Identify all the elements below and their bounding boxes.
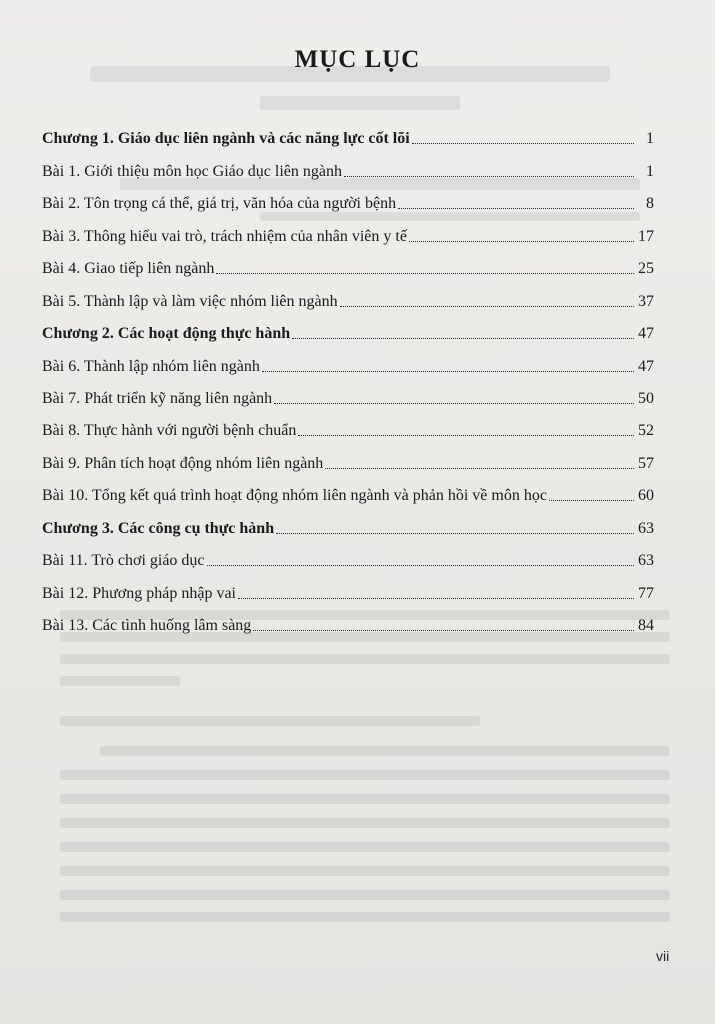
toc-lesson-2[interactable] <box>42 181 654 213</box>
toc-page-number: 63 <box>638 552 654 570</box>
toc-page-number: 8 <box>646 195 654 213</box>
dot-leader <box>298 435 634 436</box>
dot-leader <box>398 208 634 209</box>
toc-lesson-7[interactable] <box>42 376 654 408</box>
toc-chapter-1[interactable] <box>42 116 654 148</box>
toc-entry-title: Bài 12. Phương pháp nhập vai <box>42 584 236 602</box>
toc-lesson-12[interactable] <box>42 570 654 602</box>
dot-leader <box>253 630 634 631</box>
toc-entry-title: Chương 1. Giáo dục liên ngành và các năng lực cốt lõi <box>42 130 410 148</box>
toc-page-number: 84 <box>638 617 654 634</box>
toc-page-number: 50 <box>638 389 654 407</box>
toc-lesson-13[interactable] <box>42 603 654 635</box>
toc-lesson-8[interactable] <box>42 408 654 440</box>
dot-leader <box>207 565 634 566</box>
toc-lesson-11[interactable] <box>42 538 654 570</box>
toc-page-number: 77 <box>638 584 654 602</box>
dot-leader <box>274 403 634 404</box>
toc-entry-title: Bài 5. Thành lập và làm việc nhóm liên ngành <box>42 292 338 310</box>
toc-page-number: 52 <box>638 422 654 440</box>
toc-page-number: 47 <box>638 357 654 375</box>
page-title: MỤC LỤC <box>294 46 421 73</box>
dot-leader <box>409 241 634 242</box>
toc-page-number: 47 <box>638 325 654 343</box>
dot-leader <box>292 338 634 339</box>
table-of-contents <box>42 116 654 635</box>
toc-lesson-6[interactable] <box>42 343 654 375</box>
dot-leader <box>262 371 634 372</box>
toc-page-number: 1 <box>646 162 654 180</box>
toc-lesson-10[interactable] <box>42 473 654 505</box>
dot-leader <box>325 468 634 469</box>
toc-page-number: 60 <box>638 487 654 505</box>
toc-lesson-3[interactable] <box>42 213 654 245</box>
toc-page-number: 25 <box>638 260 654 278</box>
dot-leader <box>238 598 634 599</box>
toc-lesson-9[interactable] <box>42 440 654 472</box>
toc-entry-title: Bài 2. Tôn trọng cá thể, giá trị, văn hóa của người bệnh <box>42 195 397 213</box>
dot-leader <box>276 533 634 534</box>
dot-leader <box>216 273 634 274</box>
toc-entry-title: Bài 10. Tổng kết quá trình hoạt động nhóm liên ngành và phản hồi về môn học <box>42 487 547 505</box>
toc-page-number: 17 <box>638 227 654 245</box>
toc-lesson-5[interactable] <box>42 278 654 310</box>
toc-entry-title: Bài 11. Trò chơi giáo dục <box>42 552 205 570</box>
dot-leader <box>412 143 634 144</box>
toc-page-number: 1 <box>646 130 654 148</box>
toc-entry-title: Bài 8. Thực hành với người bệnh chuẩn <box>42 422 297 440</box>
toc-entry-title: Bài 9. Phân tích hoạt động nhóm liên ngành <box>42 454 324 472</box>
toc-entry-title: Bài 1. Giới thiệu môn học Giáo dục liên ngành <box>42 162 342 180</box>
toc-chapter-3[interactable] <box>42 505 654 537</box>
toc-entry-title: Bài 6. Thành lập nhóm liên ngành <box>42 357 260 375</box>
toc-page-number: 63 <box>638 519 654 537</box>
dot-leader <box>344 176 634 177</box>
toc-entry-title: Bài 13. Các tình huống lâm sàng <box>42 617 252 634</box>
toc-chapter-2[interactable] <box>42 311 654 343</box>
dot-leader <box>340 306 634 307</box>
toc-page-number: 57 <box>638 454 654 472</box>
toc-entry-title: Bài 4. Giao tiếp liên ngành <box>42 260 215 278</box>
toc-entry-title: Bài 3. Thông hiểu vai trò, trách nhiệm của nhân viên y tế <box>42 227 407 245</box>
page-folio: vii <box>656 948 670 964</box>
toc-entry-title: Bài 7. Phát triển kỹ năng liên ngành <box>42 389 273 407</box>
toc-lesson-1[interactable] <box>42 148 654 180</box>
toc-page-number: 37 <box>638 292 654 310</box>
toc-entry-title: Chương 3. Các công cụ thực hành <box>42 519 275 537</box>
toc-entry-title: Chương 2. Các hoạt động thực hành <box>42 325 291 343</box>
toc-lesson-4[interactable] <box>42 246 654 278</box>
dot-leader <box>549 500 634 501</box>
